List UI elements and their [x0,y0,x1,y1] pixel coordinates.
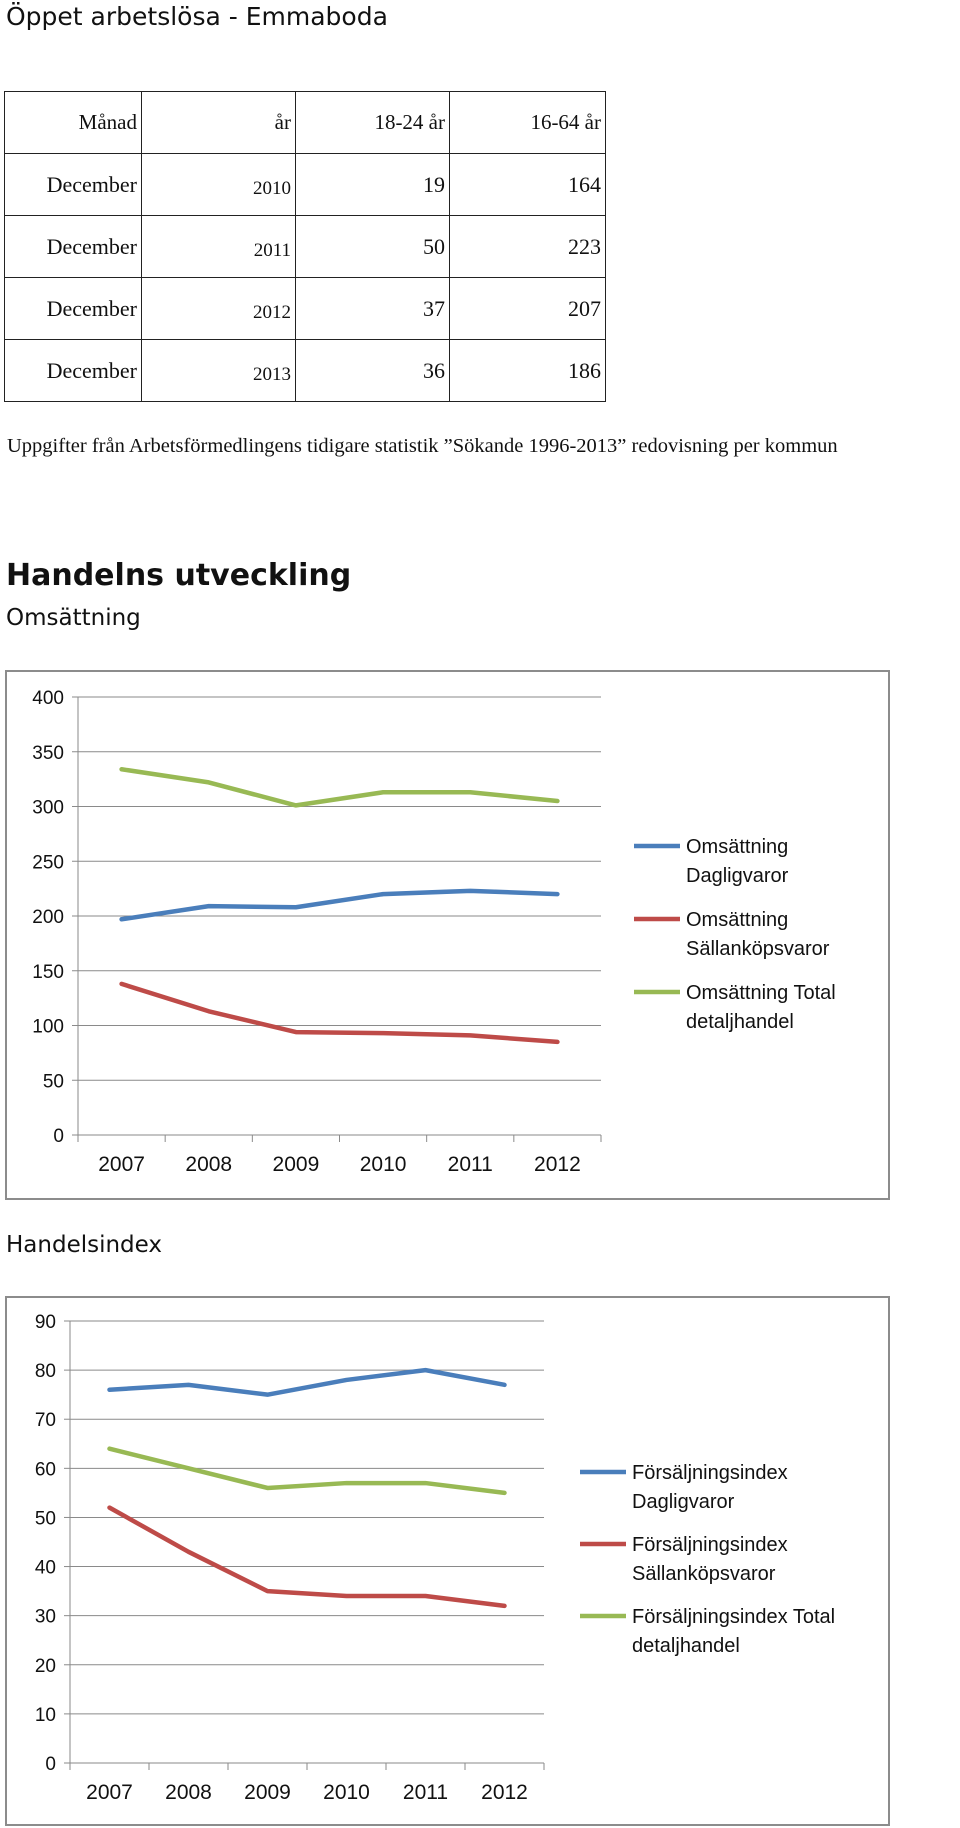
legend-label: Omsättning [686,909,789,931]
x-tick-label: 2007 [98,1153,145,1176]
chart2-heading: Handelsindex [6,1232,163,1258]
y-tick-label: 90 [34,1312,56,1333]
legend-label: Försäljningsindex Total [632,1606,836,1628]
table-row [5,216,606,278]
table-row [5,278,606,340]
y-tick-label: 50 [34,1508,56,1530]
y-tick-label: 100 [32,1016,64,1038]
y-tick-label: 150 [32,961,64,983]
series-line [122,984,558,1042]
x-tick-label: 2010 [323,1781,370,1804]
sales-index-chart [5,1296,890,1826]
y-tick-label: 300 [32,797,64,819]
x-tick-label: 2012 [534,1153,581,1176]
table-cell [142,278,296,340]
chart1-heading: Omsättning [6,605,141,631]
table-header-row [5,92,606,154]
legend-label: Försäljningsindex [632,1462,788,1484]
series-line [110,1449,505,1493]
section-title: Handelns utveckling [6,558,352,593]
table-cell: 37 [296,278,450,340]
x-tick-label: 2007 [86,1781,133,1804]
y-tick-label: 250 [32,852,64,874]
y-tick-label: 350 [32,742,64,764]
table-cell: December [5,340,142,402]
table-cell: December [5,154,142,216]
x-tick-label: 2011 [447,1153,493,1176]
legend-label: Sällanköpsvaror [686,938,830,960]
table-row [5,154,606,216]
y-tick-label: 50 [42,1071,64,1093]
legend-label: Dagligvaror [686,865,789,887]
table-cell: 186 [450,340,606,402]
page-title: Öppet arbetslösa - Emmaboda [6,2,388,31]
y-tick-label: 60 [34,1459,56,1481]
y-tick-label: 400 [32,688,64,709]
table-row [5,340,606,402]
table-cell: December [5,278,142,340]
legend-label: Dagligvaror [632,1491,735,1513]
legend-label: Omsättning Total [686,982,836,1004]
table-cell: 19 [296,154,450,216]
series-line [122,769,558,805]
y-tick-label: 200 [32,907,64,928]
y-tick-label: 10 [34,1704,56,1726]
legend-label: detaljhandel [686,1011,794,1033]
table-cell: 207 [450,278,606,340]
table-cell [142,154,296,216]
table-cell: 223 [450,216,606,278]
table-cell [142,340,296,402]
table-cell: December [5,216,142,278]
column-header: Månad [5,92,142,154]
x-tick-label: 2008 [165,1781,212,1804]
y-tick-label: 70 [34,1410,56,1432]
table-cell: 50 [296,216,450,278]
unemployment-table [4,91,606,402]
turnover-chart-svg [7,672,888,1198]
sales-index-chart-svg [7,1298,888,1824]
x-tick-label: 2012 [481,1781,528,1804]
x-tick-label: 2009 [272,1153,320,1176]
legend-label: detaljhandel [632,1635,740,1657]
column-header: 16-64 år [450,92,606,154]
y-tick-label: 80 [34,1361,56,1383]
y-tick-label: 0 [45,1754,56,1775]
year-value: 2013 [253,363,291,385]
y-tick-label: 20 [34,1655,56,1677]
legend-label: Omsättning [686,836,789,858]
year-value: 2012 [253,301,291,323]
year-value: 2011 [253,239,291,261]
table-cell: 164 [450,154,606,216]
turnover-chart [5,670,890,1200]
x-tick-label: 2010 [359,1153,407,1176]
y-tick-label: 0 [53,1126,64,1147]
column-header: 18-24 år [296,92,450,154]
column-header: år [142,92,296,154]
series-line [110,1508,505,1606]
series-line [122,891,558,919]
x-tick-label: 2008 [185,1153,233,1176]
x-tick-label: 2011 [402,1781,449,1804]
y-tick-label: 30 [34,1606,56,1628]
legend-label: Sällanköpsvaror [632,1563,776,1585]
table-cell [142,216,296,278]
table-cell: 36 [296,340,450,402]
year-value: 2010 [253,177,291,199]
series-line [110,1370,505,1395]
source-note: Uppgifter från Arbetsförmedlingens tidigare statistik ”Sökande 1996-2013” redovisning per kommun [7,435,838,457]
x-tick-label: 2009 [244,1781,291,1804]
y-tick-label: 40 [34,1557,56,1579]
legend-label: Försäljningsindex [632,1534,788,1556]
